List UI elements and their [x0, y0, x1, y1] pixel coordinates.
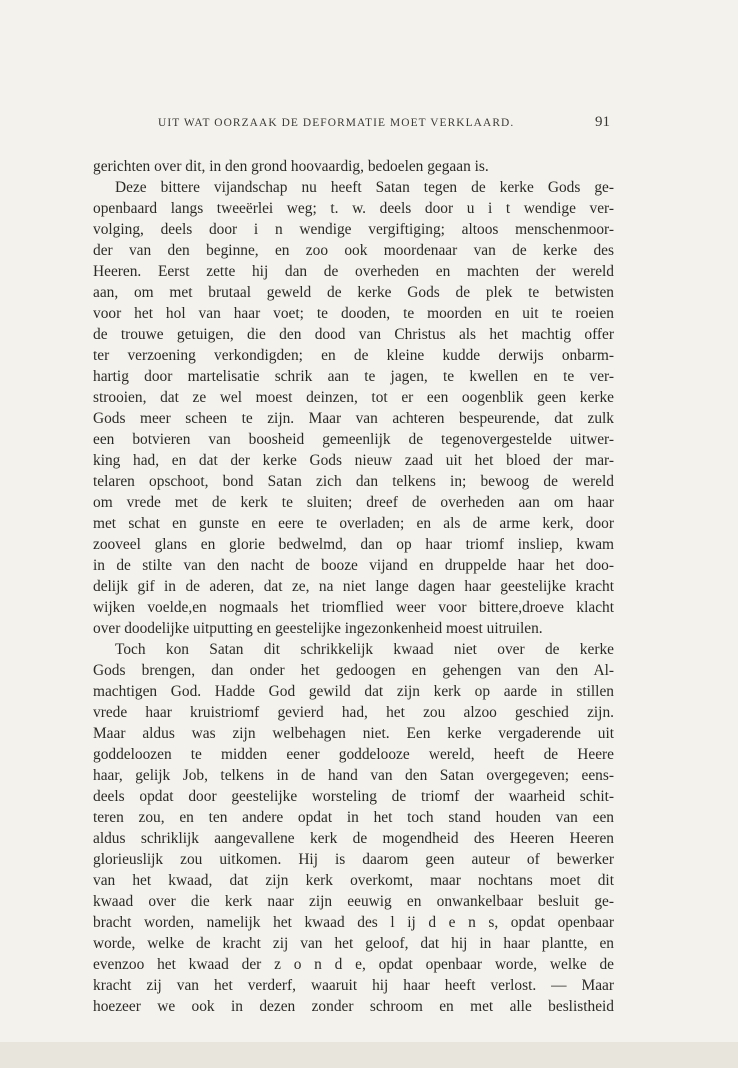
text-line-content: Toch kon Satan dit schrikkelijk kwaad niet over de kerke: [115, 641, 614, 658]
text-line-content: Gods meer scheen te zijn. Maar van achteren bespeurende, dat zulk: [93, 410, 614, 427]
text-line: [93, 702, 614, 723]
text-line: [93, 198, 614, 219]
text-line-content: strooien, dat ze wel moest deinzen, tot er een oogenblik geen kerke: [93, 389, 614, 406]
text-line: [93, 933, 614, 954]
text-line: [93, 912, 614, 933]
text-line: [93, 345, 614, 366]
text-line: [93, 870, 614, 891]
text-line-content: teren zou, en ten andere opdat in het toch stand houden van een: [93, 809, 614, 826]
text-line-content: Gods brengen, dan onder het gedoogen en gehengen van den Al-: [93, 662, 614, 679]
text-line: [93, 975, 614, 996]
text-line-content: glorieuslijk zou uitkomen. Hij is daarom geen auteur of bewerker: [93, 851, 614, 868]
text-line-content: bracht worden, namelijk het kwaad des l ij d e n s, opdat openbaar: [93, 914, 614, 931]
text-line-content: voor het hol van haar voet; te dooden, te moorden en uit te roeien: [93, 305, 614, 322]
text-line-content: openbaard langs tweeërlei weg; t. w. deels door u i t wendige ver-: [93, 200, 614, 217]
text-line-content: Deze bittere vijandschap nu heeft Satan tegen de kerke Gods ge-: [115, 179, 614, 196]
text-line: [93, 576, 614, 597]
text-line-content: de trouwe getuigen, die den dood van Christus als het machtig offer: [93, 326, 614, 343]
text-line: [93, 429, 614, 450]
text-line-content: deels opdat door geestelijke worsteling de triomf der waarheid schit-: [93, 788, 614, 805]
text-line: [93, 156, 614, 177]
body-text: [93, 156, 614, 1017]
text-line-content: zooveel glans en glorie bedwelmd, dan op haar triomf insliep, kwam: [93, 536, 614, 553]
text-line: [93, 828, 614, 849]
text-line-content: wijken voelde,en nogmaals het triomflied weer voor bittere,droeve klacht: [93, 599, 614, 616]
text-line-content: ter verzoening verkondigden; en de kleine kudde derwijs onbarm-: [93, 347, 614, 364]
text-line: [93, 177, 614, 198]
text-line-content: hartig door martelisatie schrik aan te jagen, te kwellen en te ver-: [93, 368, 614, 385]
text-line: [93, 618, 614, 639]
text-line: [93, 534, 614, 555]
text-line: [93, 807, 614, 828]
text-line-content: vrede haar kruistriomf gevierd had, het zou alzoo geschied zijn.: [93, 704, 614, 721]
text-line: [93, 744, 614, 765]
text-line-content: aan, om met brutaal geweld de kerke Gods de plek te betwisten: [93, 284, 614, 301]
text-line-content: volging, deels door i n wendige vergiftiging; altoos menschenmoor-: [93, 221, 614, 238]
text-line: [93, 681, 614, 702]
text-line: [93, 555, 614, 576]
text-line: [93, 723, 614, 744]
text-line: [93, 282, 614, 303]
text-line: [93, 408, 614, 429]
running-title: UIT WAT OORZAAK DE DEFORMATIE MOET VERKLAARD.: [158, 117, 515, 129]
text-line: [93, 303, 614, 324]
text-line: [93, 891, 614, 912]
text-line: [93, 324, 614, 345]
text-line: [93, 765, 614, 786]
page-bottom-margin: [0, 1042, 738, 1068]
text-line-content: der van den beginne, en zoo ook moordenaar van de kerke des: [93, 242, 614, 259]
text-line: [93, 471, 614, 492]
text-line: [93, 450, 614, 471]
text-line: [93, 996, 614, 1017]
text-line: [93, 660, 614, 681]
text-line-content: Maar aldus was zijn welbehagen niet. Een kerke vergaderende uit: [93, 725, 614, 742]
text-line: [93, 954, 614, 975]
text-line-content: van het kwaad, dat zijn kerk overkomt, maar nochtans moet dit: [93, 872, 614, 889]
text-line-content: over doodelijke uitputting en geestelijke ingezonkenheid moest uitruilen.: [93, 620, 543, 637]
text-line-content: een botvieren van boosheid gemeenlijk de tegenovergestelde uitwer-: [93, 431, 614, 448]
text-line-content: haar, gelijk Job, telkens in de hand van den Satan overgegeven; eens-: [93, 767, 614, 784]
text-line: [93, 261, 614, 282]
text-line: [93, 387, 614, 408]
text-line-content: aldus schriklijk aangevallene kerk de mogendheid des Heeren Heeren: [93, 830, 614, 847]
text-line-content: hoezeer we ook in dezen zonder schroom en met alle beslistheid: [93, 998, 614, 1015]
text-line-content: worde, welke de kracht zij van het geloof, dat hij in haar plantte, en: [93, 935, 614, 952]
text-line-content: king had, en dat der kerke Gods nieuw zaad uit het bloed der mar-: [93, 452, 614, 469]
text-line: [93, 240, 614, 261]
text-line: [93, 597, 614, 618]
text-line: [93, 219, 614, 240]
text-line: [93, 513, 614, 534]
text-line-content: goddeloozen te midden eener goddelooze wereld, heeft de Heere: [93, 746, 614, 763]
text-line-content: Heeren. Eerst zette hij dan de overheden en machten der wereld: [93, 263, 614, 280]
text-line: [93, 849, 614, 870]
page-number: 91: [595, 114, 610, 130]
text-line: [93, 492, 614, 513]
text-line: [93, 639, 614, 660]
text-line-content: gerichten over dit, in den grond hoovaardig, bedoelen gegaan is.: [93, 158, 489, 175]
text-line: [93, 786, 614, 807]
text-line-content: delijk gif in de aderen, dat ze, na niet lange dagen haar geestelijke kracht: [93, 578, 614, 595]
text-line: [93, 366, 614, 387]
text-line-content: evenzoo het kwaad der z o n d e, opdat openbaar worde, welke de: [93, 956, 614, 973]
text-line-content: machtigen God. Hadde God gewild dat zijn kerk op aarde in stillen: [93, 683, 614, 700]
text-line-content: kwaad over die kerk naar zijn eeuwig en onwankelbaar besluit ge-: [93, 893, 614, 910]
text-line-content: met schat en gunste en eere te overladen; en als de arme kerk, door: [93, 515, 614, 532]
text-line-content: kracht zij van het verderf, waaruit hij haar heeft verlost. — Maar: [93, 977, 614, 994]
text-line-content: telaren opschoot, bond Satan zich dan telkens in; bewoog de wereld: [93, 473, 614, 490]
text-line-content: om vrede met de kerk te sluiten; dreef de overheden aan om haar: [93, 494, 614, 511]
text-line-content: in de stilte van den nacht de booze vijand en druppelde haar het doo-: [93, 557, 614, 574]
